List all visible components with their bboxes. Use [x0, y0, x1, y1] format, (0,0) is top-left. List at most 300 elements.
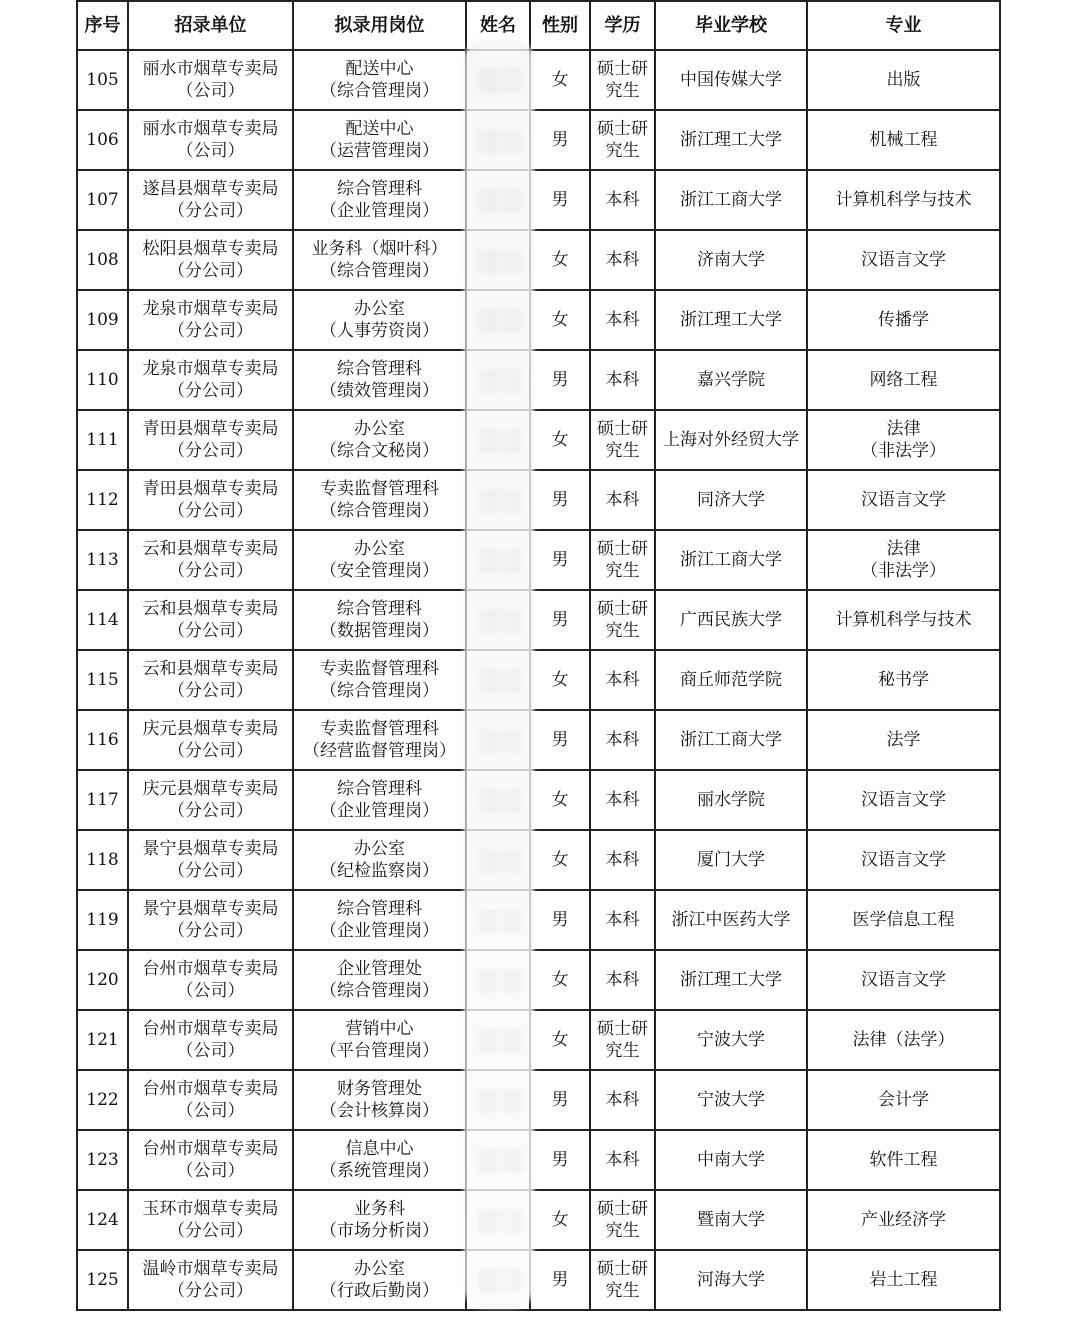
- cell-post-text: （企业管理岗）: [320, 801, 439, 821]
- cell-major-text: 机械工程: [869, 130, 938, 150]
- cell-major: [807, 1010, 1000, 1070]
- cell-school: [655, 1250, 807, 1310]
- cell-unit-text: 云和县烟草专卖局: [142, 599, 279, 619]
- cell-school-text: 商丘师范学院: [680, 670, 782, 690]
- cell-index-text: 124: [86, 1210, 119, 1230]
- cell-index: [77, 230, 128, 290]
- cell-unit-text: （分公司）: [168, 381, 253, 401]
- cell-post-text: 配送中心: [345, 119, 414, 139]
- cell-education-text: 本科: [605, 790, 640, 810]
- cell-major: [807, 1070, 1000, 1130]
- cell-gender-text: 男: [551, 1090, 569, 1110]
- table-body: [77, 50, 1000, 1310]
- header-index: 序号: [77, 1, 128, 50]
- cell-unit-text: （分公司）: [168, 1281, 253, 1301]
- cell-school-text: 暨南大学: [697, 1210, 765, 1230]
- cell-unit-text: 云和县烟草专卖局: [142, 659, 279, 679]
- cell-education-text: 究生: [605, 561, 640, 581]
- cell-education-text: 究生: [605, 1221, 640, 1241]
- cell-education-text: 本科: [605, 250, 640, 270]
- cell-gender: [530, 530, 590, 590]
- cell-school-text: 嘉兴学院: [697, 370, 765, 390]
- cell-major: [807, 170, 1000, 230]
- cell-school: [655, 950, 807, 1010]
- cell-education: [590, 110, 655, 170]
- header-gender: 性别: [530, 1, 590, 50]
- cell-education-text: 本科: [605, 190, 640, 210]
- cell-unit-text: （分公司）: [168, 561, 253, 581]
- cell-school: [655, 470, 807, 530]
- cell-school-text: 浙江中医药大学: [671, 910, 791, 930]
- cell-major: [807, 650, 1000, 710]
- cell-major: [807, 830, 1000, 890]
- cell-gender: [530, 1070, 590, 1130]
- table-row: [77, 1190, 1000, 1250]
- cell-post: [293, 1250, 466, 1310]
- cell-post-text: （经营监督管理岗）: [303, 741, 456, 761]
- table-row: [77, 1130, 1000, 1190]
- cell-unit-text: 庆元县烟草专卖局: [142, 719, 279, 739]
- cell-post-text: （绩效管理岗）: [320, 381, 439, 401]
- cell-major-text: （非法学）: [861, 441, 946, 461]
- cell-education-text: 究生: [605, 441, 640, 461]
- cell-major: [807, 530, 1000, 590]
- cell-post: [293, 530, 466, 590]
- cell-post: [293, 1130, 466, 1190]
- cell-gender-text: 男: [551, 130, 569, 150]
- cell-index: [77, 950, 128, 1010]
- cell-gender-text: 女: [551, 1030, 569, 1050]
- cell-unit-text: （分公司）: [168, 681, 253, 701]
- cell-gender-text: 女: [551, 850, 569, 870]
- cell-gender: [530, 890, 590, 950]
- cell-unit-text: 庆元县烟草专卖局: [142, 779, 279, 799]
- cell-unit-text: 玉环市烟草专卖局: [142, 1199, 279, 1219]
- cell-school-text: 浙江工商大学: [680, 190, 782, 210]
- cell-major-text: 汉语言文学: [861, 850, 946, 870]
- cell-education: [590, 770, 655, 830]
- cell-education: [590, 830, 655, 890]
- cell-school-text: 宁波大学: [697, 1030, 765, 1050]
- cell-major: [807, 1190, 1000, 1250]
- cell-post-text: （安全管理岗）: [320, 561, 439, 581]
- cell-school: [655, 890, 807, 950]
- cell-unit-text: 云和县烟草专卖局: [142, 539, 279, 559]
- cell-post-text: （综合管理岗）: [320, 81, 439, 101]
- cell-school: [655, 1070, 807, 1130]
- cell-school: [655, 1190, 807, 1250]
- cell-school: [655, 350, 807, 410]
- table-row: [77, 890, 1000, 950]
- cell-unit-text: 龙泉市烟草专卖局: [142, 299, 279, 319]
- table-row: [77, 1010, 1000, 1070]
- cell-post-text: 业务科: [354, 1199, 405, 1219]
- header-major: 专业: [807, 1, 1000, 50]
- cell-post: [293, 50, 466, 110]
- cell-unit-text: 台州市烟草专卖局: [142, 1079, 279, 1099]
- cell-unit-text: （分公司）: [168, 861, 253, 881]
- cell-post: [293, 950, 466, 1010]
- cell-education: [590, 590, 655, 650]
- cell-education-text: 本科: [605, 1090, 640, 1110]
- cell-major-text: 传播学: [878, 310, 929, 330]
- cell-post-text: （市场分析岗）: [320, 1221, 439, 1241]
- cell-major-text: 法学: [886, 730, 921, 750]
- cell-index: [77, 530, 128, 590]
- table-row: [77, 770, 1000, 830]
- cell-school-text: 浙江理工大学: [680, 130, 782, 150]
- cell-unit: [128, 170, 293, 230]
- cell-education: [590, 1250, 655, 1310]
- cell-post: [293, 1190, 466, 1250]
- cell-unit-text: （分公司）: [168, 621, 253, 641]
- cell-gender-text: 女: [551, 430, 569, 450]
- roster-table-container: [76, 0, 999, 1311]
- cell-post: [293, 650, 466, 710]
- cell-major: [807, 1130, 1000, 1190]
- cell-gender: [530, 830, 590, 890]
- cell-education-text: 硕士研: [597, 119, 648, 139]
- cell-education-text: 究生: [605, 1041, 640, 1061]
- cell-unit-text: 景宁县烟草专卖局: [142, 839, 279, 859]
- cell-index: [77, 350, 128, 410]
- cell-school: [655, 290, 807, 350]
- cell-index-text: 119: [86, 910, 119, 930]
- cell-education-text: 本科: [605, 370, 640, 390]
- table-row: [77, 110, 1000, 170]
- cell-major-text: 法律（法学）: [852, 1030, 955, 1050]
- cell-post-text: 综合管理科: [337, 179, 422, 199]
- cell-index: [77, 470, 128, 530]
- cell-post-text: （纪检监察岗）: [320, 861, 439, 881]
- cell-gender-text: 女: [551, 250, 569, 270]
- header-post: 拟录用岗位: [293, 1, 466, 50]
- cell-post-text: （人事劳资岗）: [320, 321, 439, 341]
- cell-school: [655, 650, 807, 710]
- cell-school: [655, 530, 807, 590]
- cell-index-text: 118: [86, 850, 119, 870]
- cell-index-text: 113: [86, 550, 119, 570]
- cell-education: [590, 50, 655, 110]
- cell-gender: [530, 110, 590, 170]
- cell-index-text: 106: [86, 130, 119, 150]
- cell-unit-text: 台州市烟草专卖局: [142, 1019, 279, 1039]
- cell-education-text: 本科: [605, 730, 640, 750]
- cell-gender: [530, 50, 590, 110]
- cell-major: [807, 50, 1000, 110]
- cell-school-text: 宁波大学: [697, 1090, 765, 1110]
- table-row: [77, 530, 1000, 590]
- cell-school: [655, 1010, 807, 1070]
- cell-major: [807, 410, 1000, 470]
- cell-gender: [530, 650, 590, 710]
- cell-index: [77, 890, 128, 950]
- cell-education: [590, 410, 655, 470]
- cell-unit: [128, 1070, 293, 1130]
- cell-school-text: 丽水学院: [697, 790, 765, 810]
- table-row: [77, 470, 1000, 530]
- cell-major: [807, 710, 1000, 770]
- cell-unit: [128, 50, 293, 110]
- cell-education: [590, 950, 655, 1010]
- cell-post-text: （综合文秘岗）: [320, 441, 439, 461]
- cell-index-text: 112: [86, 490, 119, 510]
- cell-unit-text: （分公司）: [168, 261, 253, 281]
- header-name: 姓名: [466, 1, 530, 50]
- cell-gender: [530, 350, 590, 410]
- cell-major-text: 汉语言文学: [861, 250, 946, 270]
- cell-unit: [128, 530, 293, 590]
- cell-education-text: 本科: [605, 850, 640, 870]
- cell-gender-text: 男: [551, 730, 569, 750]
- cell-index: [77, 170, 128, 230]
- cell-unit: [128, 1250, 293, 1310]
- cell-post: [293, 1010, 466, 1070]
- cell-post: [293, 470, 466, 530]
- cell-education-text: 本科: [605, 910, 640, 930]
- cell-major: [807, 890, 1000, 950]
- cell-post-text: 办公室: [354, 1259, 405, 1279]
- cell-index-text: 117: [86, 790, 119, 810]
- cell-unit-text: （公司）: [176, 141, 245, 161]
- cell-post-text: 企业管理处: [337, 959, 422, 979]
- cell-gender-text: 男: [551, 190, 569, 210]
- table-row: [77, 590, 1000, 650]
- cell-gender: [530, 1010, 590, 1070]
- cell-post-text: 综合管理科: [337, 599, 422, 619]
- cell-unit-text: （分公司）: [168, 441, 253, 461]
- cell-major-text: 法律: [886, 539, 921, 559]
- cell-school-text: 浙江理工大学: [680, 310, 782, 330]
- cell-index: [77, 1070, 128, 1130]
- cell-index: [77, 830, 128, 890]
- cell-gender: [530, 770, 590, 830]
- cell-gender: [530, 1130, 590, 1190]
- cell-post-text: （数据管理岗）: [320, 621, 439, 641]
- cell-major-text: 计算机科学与技术: [835, 190, 972, 210]
- cell-school: [655, 230, 807, 290]
- cell-school-text: 浙江理工大学: [680, 970, 782, 990]
- cell-unit: [128, 1130, 293, 1190]
- table-row: [77, 650, 1000, 710]
- cell-unit: [128, 1010, 293, 1070]
- cell-gender: [530, 1250, 590, 1310]
- cell-post-text: 办公室: [354, 299, 405, 319]
- cell-unit: [128, 830, 293, 890]
- cell-education-text: 究生: [605, 141, 640, 161]
- cell-school-text: 济南大学: [697, 250, 765, 270]
- cell-education-text: 本科: [605, 490, 640, 510]
- cell-unit: [128, 350, 293, 410]
- cell-education: [590, 1130, 655, 1190]
- cell-unit: [128, 650, 293, 710]
- cell-gender: [530, 290, 590, 350]
- cell-post: [293, 170, 466, 230]
- cell-unit: [128, 230, 293, 290]
- cell-post-text: 办公室: [354, 539, 405, 559]
- cell-school: [655, 170, 807, 230]
- cell-education: [590, 530, 655, 590]
- table-row: [77, 410, 1000, 470]
- cell-unit: [128, 1190, 293, 1250]
- cell-education-text: 本科: [605, 310, 640, 330]
- cell-unit-text: 龙泉市烟草专卖局: [142, 359, 279, 379]
- cell-education-text: 硕士研: [597, 419, 648, 439]
- cell-index: [77, 1250, 128, 1310]
- cell-index: [77, 410, 128, 470]
- cell-index-text: 120: [86, 970, 119, 990]
- cell-major-text: 出版: [886, 70, 921, 90]
- cell-school: [655, 830, 807, 890]
- cell-major-text: 汉语言文学: [861, 490, 946, 510]
- cell-unit-text: 台州市烟草专卖局: [142, 959, 279, 979]
- cell-post-text: 业务科（烟叶科）: [311, 239, 448, 259]
- cell-unit-text: 遂昌县烟草专卖局: [142, 179, 279, 199]
- cell-unit-text: （分公司）: [168, 321, 253, 341]
- cell-gender: [530, 470, 590, 530]
- cell-index-text: 121: [86, 1030, 119, 1050]
- cell-education: [590, 710, 655, 770]
- cell-post-text: （综合管理岗）: [320, 681, 439, 701]
- cell-unit: [128, 590, 293, 650]
- cell-unit-text: 台州市烟草专卖局: [142, 1139, 279, 1159]
- cell-unit-text: （分公司）: [168, 201, 253, 221]
- cell-education: [590, 890, 655, 950]
- cell-education-text: 究生: [605, 81, 640, 101]
- cell-education-text: 硕士研: [597, 539, 648, 559]
- cell-unit-text: （分公司）: [168, 801, 253, 821]
- cell-school-text: 浙江工商大学: [680, 550, 782, 570]
- cell-post-text: 专卖监督管理科: [320, 659, 439, 679]
- cell-unit-text: （公司）: [176, 1041, 245, 1061]
- cell-post: [293, 830, 466, 890]
- cell-major-text: 会计学: [878, 1090, 929, 1110]
- cell-unit-text: 丽水市烟草专卖局: [142, 59, 279, 79]
- cell-post-text: （平台管理岗）: [320, 1041, 439, 1061]
- cell-post-text: （综合管理岗）: [320, 981, 439, 1001]
- cell-unit-text: 丽水市烟草专卖局: [142, 119, 279, 139]
- cell-major-text: 医学信息工程: [852, 910, 955, 930]
- cell-post-text: （会计核算岗）: [320, 1101, 439, 1121]
- cell-school: [655, 590, 807, 650]
- cell-gender-text: 男: [551, 910, 569, 930]
- cell-index-text: 114: [86, 610, 119, 630]
- cell-education-text: 硕士研: [597, 59, 648, 79]
- cell-post-text: （企业管理岗）: [320, 201, 439, 221]
- cell-education-text: 硕士研: [597, 1019, 648, 1039]
- cell-unit-text: （公司）: [176, 1101, 245, 1121]
- cell-education-text: 究生: [605, 1281, 640, 1301]
- cell-index-text: 105: [86, 70, 119, 90]
- cell-gender-text: 男: [551, 1270, 569, 1290]
- cell-unit-text: 松阳县烟草专卖局: [142, 239, 279, 259]
- cell-post-text: 综合管理科: [337, 779, 422, 799]
- cell-unit-text: 温岭市烟草专卖局: [142, 1259, 279, 1279]
- cell-index-text: 123: [86, 1150, 119, 1170]
- cell-major: [807, 290, 1000, 350]
- cell-unit-text: 青田县烟草专卖局: [142, 419, 279, 439]
- cell-major: [807, 110, 1000, 170]
- header-school: 毕业学校: [655, 1, 807, 50]
- cell-unit: [128, 470, 293, 530]
- cell-gender-text: 男: [551, 370, 569, 390]
- cell-index-text: 108: [86, 250, 119, 270]
- cell-school-text: 中国传媒大学: [680, 70, 782, 90]
- cell-school-text: 河海大学: [697, 1270, 765, 1290]
- cell-index: [77, 110, 128, 170]
- cell-unit-text: 青田县烟草专卖局: [142, 479, 279, 499]
- cell-index: [77, 1190, 128, 1250]
- cell-major-text: 网络工程: [869, 370, 938, 390]
- cell-index-text: 122: [86, 1090, 119, 1110]
- cell-gender: [530, 950, 590, 1010]
- cell-post-text: （运营管理岗）: [320, 141, 439, 161]
- cell-education: [590, 1010, 655, 1070]
- cell-gender-text: 女: [551, 790, 569, 810]
- cell-education: [590, 230, 655, 290]
- cell-index: [77, 650, 128, 710]
- cell-school-text: 同济大学: [697, 490, 765, 510]
- cell-unit: [128, 770, 293, 830]
- cell-post-text: （企业管理岗）: [320, 921, 439, 941]
- cell-gender-text: 女: [551, 70, 569, 90]
- cell-index: [77, 770, 128, 830]
- cell-index-text: 116: [86, 730, 119, 750]
- cell-education-text: 本科: [605, 670, 640, 690]
- cell-major-text: 软件工程: [869, 1150, 938, 1170]
- cell-gender-text: 男: [551, 550, 569, 570]
- cell-unit-text: （分公司）: [168, 921, 253, 941]
- cell-post-text: 综合管理科: [337, 899, 422, 919]
- table-row: [77, 170, 1000, 230]
- table-row: [77, 1070, 1000, 1130]
- cell-school-text: 浙江工商大学: [680, 730, 782, 750]
- cell-gender: [530, 410, 590, 470]
- cell-post: [293, 230, 466, 290]
- cell-unit-text: （公司）: [176, 81, 245, 101]
- cell-education: [590, 350, 655, 410]
- cell-major-text: 秘书学: [878, 670, 929, 690]
- cell-school-text: 厦门大学: [697, 850, 765, 870]
- cell-major-text: 汉语言文学: [861, 790, 946, 810]
- cell-education: [590, 290, 655, 350]
- cell-unit-text: 景宁县烟草专卖局: [142, 899, 279, 919]
- cell-unit: [128, 110, 293, 170]
- cell-post-text: 综合管理科: [337, 359, 422, 379]
- cell-major: [807, 590, 1000, 650]
- cell-unit: [128, 890, 293, 950]
- cell-school: [655, 110, 807, 170]
- cell-school: [655, 50, 807, 110]
- cell-index-text: 111: [86, 430, 119, 450]
- cell-education: [590, 1190, 655, 1250]
- cell-education: [590, 170, 655, 230]
- cell-post-text: 办公室: [354, 839, 405, 859]
- cell-index: [77, 590, 128, 650]
- redaction-blur-strip: [464, 40, 534, 1308]
- cell-major: [807, 230, 1000, 290]
- cell-index-text: 115: [86, 670, 119, 690]
- cell-school-text: 上海对外经贸大学: [663, 430, 799, 450]
- cell-major: [807, 350, 1000, 410]
- cell-gender: [530, 1190, 590, 1250]
- cell-education-text: 硕士研: [597, 1199, 648, 1219]
- cell-major-text: 产业经济学: [861, 1210, 946, 1230]
- cell-post-text: （综合管理岗）: [320, 261, 439, 281]
- cell-school: [655, 770, 807, 830]
- cell-post: [293, 770, 466, 830]
- cell-gender-text: 男: [551, 610, 569, 630]
